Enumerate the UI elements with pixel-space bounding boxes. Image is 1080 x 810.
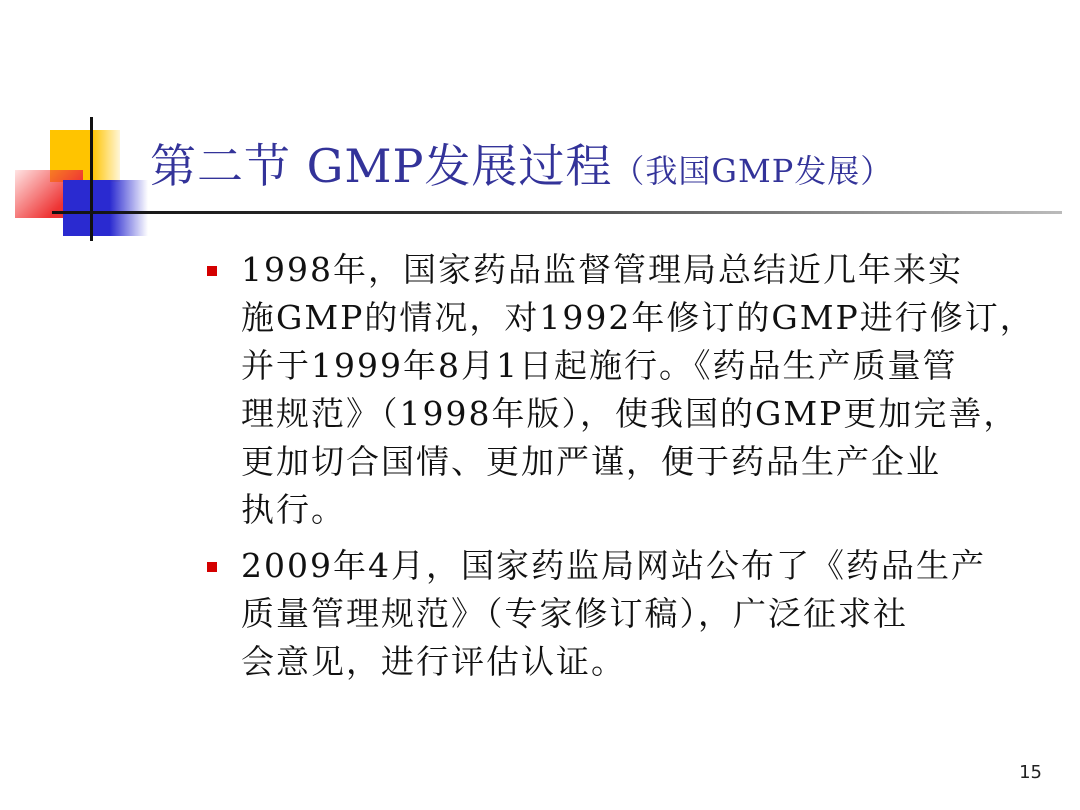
title-main: 第二节 GMP发展过程: [150, 139, 613, 193]
bullet-line: 并于1999年8月1日起施行。《药品生产质量管: [241, 346, 958, 385]
decor-vertical-line: [90, 117, 93, 241]
bullet-item: [205, 542, 1065, 686]
bullet-square-icon: [207, 266, 217, 276]
page-number: 15: [1019, 762, 1042, 783]
title-underline: [52, 211, 1062, 214]
bullet-line: 执行。: [241, 490, 346, 529]
bullet-line: 质量管理规范》（专家修订稿），广泛征求社: [241, 594, 908, 633]
bullet-line: 会意见，进行评估认证。: [241, 642, 626, 681]
bullet-line: 2009年4月，国家药监局网站公布了《药品生产: [241, 546, 986, 585]
bullet-item: [205, 246, 1065, 534]
bullet-square-icon: [207, 562, 217, 572]
title-subtitle: （我国GMP发展）: [612, 152, 894, 190]
bullet-line: 施GMP的情况，对1992年修订的GMP进行修订，: [241, 298, 1035, 337]
bullet-line: 更加切合国情、更加严谨，便于药品生产企业: [241, 442, 941, 481]
bullet-line: 理规范》（1998年版），使我国的GMP更加完善，: [241, 394, 1019, 433]
decor-blue-square: [63, 180, 148, 236]
bullet-list: [205, 246, 1065, 694]
bullet-line: 1998年，国家药品监督管理局总结近几年来实: [241, 250, 963, 289]
slide-title: [150, 130, 893, 196]
